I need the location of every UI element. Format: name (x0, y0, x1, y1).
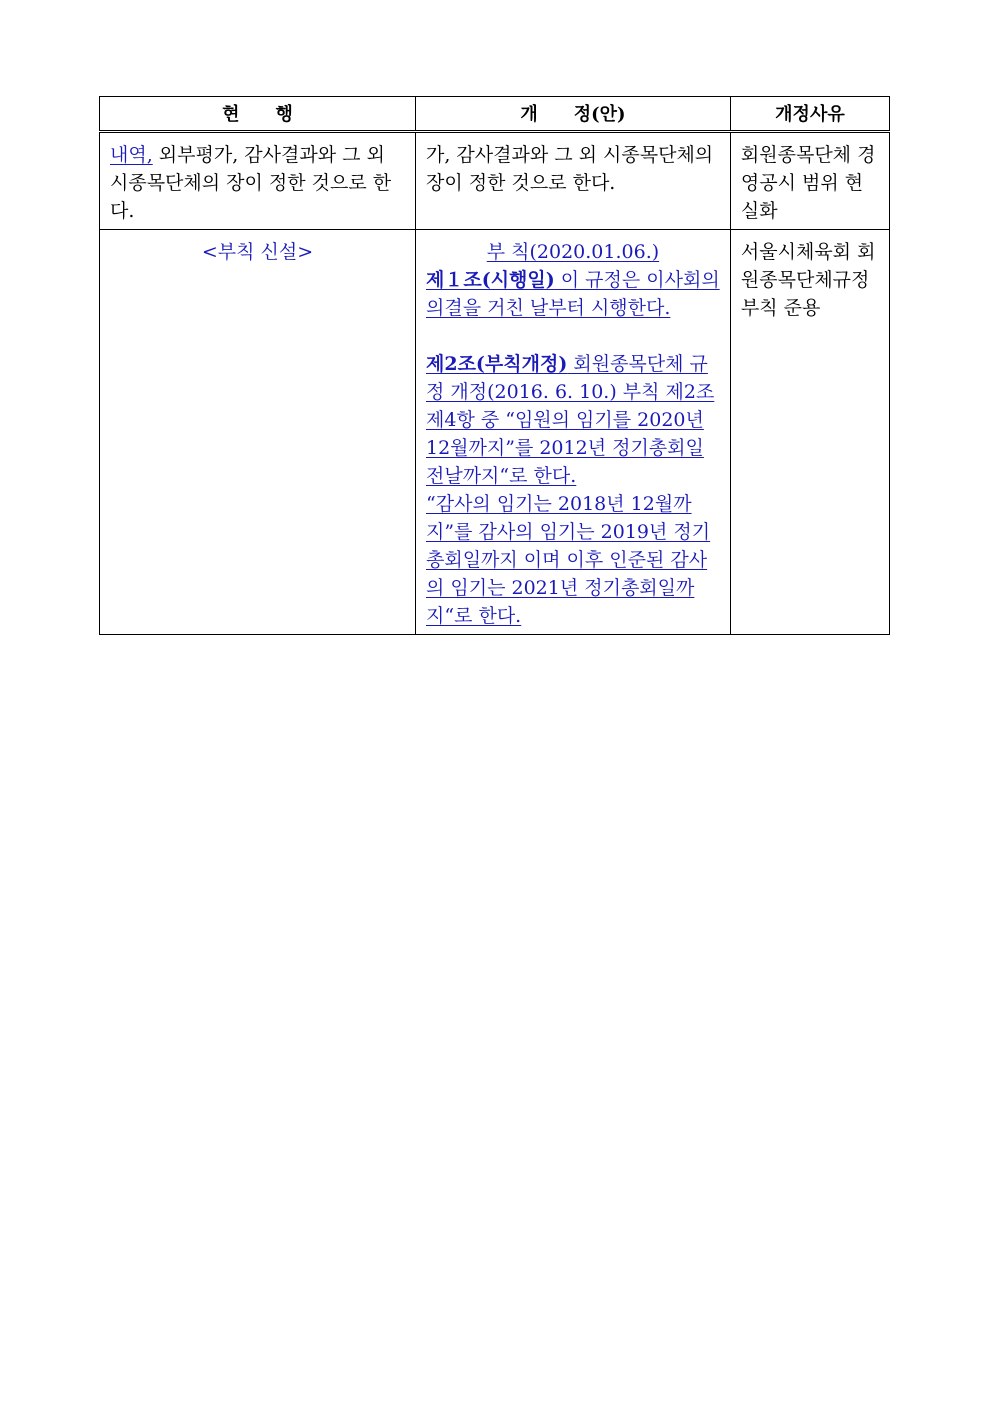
reason-cell (730, 132, 889, 230)
reason-cell (730, 230, 889, 635)
proposed-text: 가, 감사결과와 그 외 시종목단체의 장이 정한 것으로 한다. (426, 144, 714, 194)
article1-paragraph (426, 269, 720, 319)
header-proposed: 개 정(안) (416, 97, 731, 132)
addendum-heading: 부 칙(2020.01.06.) (486, 241, 660, 263)
current-text: 외부평가, 감사결과와 그 외 시종목단체의 장이 정한 것으로 한다. (110, 144, 392, 222)
header-reason: 개정사유 (730, 97, 889, 132)
table-row (100, 230, 890, 635)
proposed-cell (416, 132, 731, 230)
revision-comparison-table (99, 96, 890, 635)
paragraph-spacer (426, 322, 720, 350)
proposed-cell (416, 230, 731, 635)
table-header-row (100, 97, 890, 132)
article2-paragraph-continued: “감사의 임기는 2018년 12월까지”를 감사의 임기는 2019년 정기총회일까지 이며 이후 인준된 감사의 임기는 2021년 정기총회일까지“로 한다. (426, 493, 711, 627)
header-current: 현 행 (100, 97, 416, 132)
article2-title: 제2조(부칙개정) (426, 353, 568, 375)
article2-paragraph (426, 353, 714, 487)
reason-text: 회원종목단체 경영공시 범위 현실화 (740, 144, 876, 222)
current-cell (100, 230, 416, 635)
article1-title: 제１조(시행일) (426, 269, 555, 291)
reason-text: 서울시체육회 회원종목단체규정 부칙 준용 (740, 241, 876, 319)
article2-text: 회원종목단체 규정 개정(2016. 6. 10.) 부칙 제2조 제4항 중 “임원의 임기를 2020년 12월까지”를 2012년 정기총회일 전날까지“로 한다. (426, 353, 715, 487)
current-text: <부칙 신설> (201, 241, 314, 263)
table-row (100, 132, 890, 230)
current-cell (100, 132, 416, 230)
article1-text: 이 규정은 이사회의 의결을 거친 날부터 시행한다. (426, 269, 720, 319)
current-link-text: 내역, (110, 144, 153, 166)
